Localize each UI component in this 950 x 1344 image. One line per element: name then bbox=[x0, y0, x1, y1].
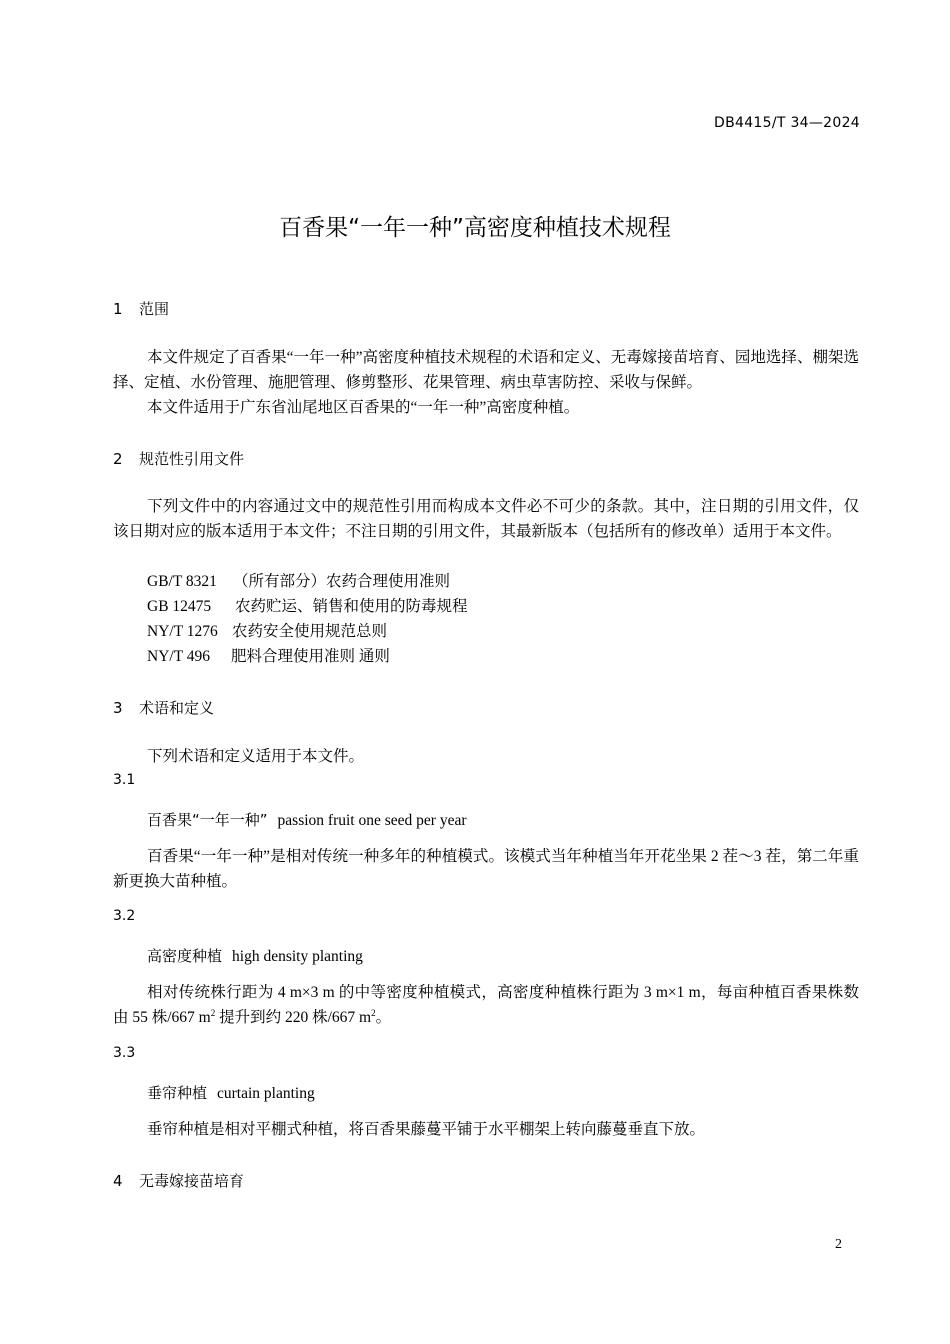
section-number: 2 bbox=[113, 450, 123, 468]
scope-paragraph-2: 本文件适用于广东省汕尾地区百香果的“一年一种”高密度种植。 bbox=[147, 399, 580, 416]
term-en: passion fruit one seed per year bbox=[277, 812, 467, 829]
term-cn: 高密度种植 bbox=[147, 947, 223, 965]
term-entry bbox=[147, 945, 363, 966]
term-en: high density planting bbox=[232, 948, 363, 965]
reference-code: NY/T 1276 bbox=[147, 623, 218, 640]
reference-code: GB 12475 bbox=[147, 598, 212, 615]
section-heading-scope bbox=[113, 298, 169, 319]
reference-title: （所有部分）农药合理使用准则 bbox=[233, 573, 451, 590]
reference-item bbox=[147, 594, 468, 619]
term-definition: 垂帘种植是相对平棚式种植，将百香果藤蔓平铺于水平棚架上转向藤蔓垂直下放。 bbox=[147, 1121, 706, 1138]
section-heading-terms bbox=[113, 697, 214, 718]
reference-title: 农药贮运、销售和使用的防毒规程 bbox=[235, 598, 468, 615]
section-heading-normative bbox=[113, 448, 244, 469]
page-number: 2 bbox=[835, 1237, 842, 1252]
term-definition bbox=[113, 980, 859, 1030]
term-cn: 百香果“一年一种” bbox=[147, 811, 268, 829]
definition-text: 相对传统株行距为 4 m×3 m 的中等密度种植模式，高密度种植株行距为 3 m×1 m，每亩种植百香果株数由 55 株/667 m bbox=[113, 984, 859, 1026]
term-en: curtain planting bbox=[217, 1085, 315, 1102]
standard-code: DB4415/T 34—2024 bbox=[714, 115, 860, 131]
section-number: 1 bbox=[113, 300, 123, 318]
reference-code: NY/T 496 bbox=[147, 648, 211, 665]
section-title: 规范性引用文件 bbox=[139, 450, 245, 468]
clause-number: 3.3 bbox=[113, 1045, 136, 1061]
section-title: 术语和定义 bbox=[139, 699, 215, 717]
term-definition: 百香果“一年一种”是相对传统一种多年的种植模式。该模式当年种植当年开花坐果 2 茬～3 茬，第二年重新更换大苗种植。 bbox=[113, 848, 859, 890]
reference-item bbox=[147, 619, 387, 644]
superscript: 2 bbox=[371, 1007, 376, 1018]
normative-intro: 下列文件中的内容通过文中的规范性引用而构成本文件必不可少的条款。其中，注日期的引用文件，仅该日期对应的版本适用于本文件；不注日期的引用文件，其最新版本（包括所有的修改单）适用于本文件。 bbox=[113, 498, 859, 540]
scope-paragraph-1: 本文件规定了百香果“一年一种”高密度种植技术规程的术语和定义、无毒嫁接苗培育、园地选择、棚架选择、定植、水份管理、施肥管理、修剪整形、花果管理、病虫草害防控、采收与保鲜。 bbox=[113, 349, 859, 391]
section-title: 无毒嫁接苗培育 bbox=[139, 1172, 245, 1190]
terms-intro: 下列术语和定义适用于本文件。 bbox=[147, 748, 365, 765]
document-title: 百香果“一年一种”高密度种植技术规程 bbox=[279, 215, 671, 241]
reference-title: 肥料合理使用准则 通则 bbox=[231, 648, 390, 665]
section-number: 4 bbox=[113, 1172, 123, 1190]
reference-item bbox=[147, 569, 450, 594]
term-entry bbox=[147, 1082, 315, 1103]
superscript: 2 bbox=[210, 1007, 216, 1018]
reference-title: 农药安全使用规范总则 bbox=[232, 623, 388, 640]
clause-number: 3.2 bbox=[113, 908, 136, 924]
definition-text: 。 bbox=[375, 1009, 392, 1026]
clause-number: 3.1 bbox=[113, 772, 136, 788]
section-title: 范围 bbox=[139, 300, 170, 318]
reference-code: GB/T 8321 bbox=[147, 573, 217, 590]
term-entry bbox=[147, 809, 467, 830]
section-number: 3 bbox=[113, 699, 123, 717]
section-heading-seedlings bbox=[113, 1170, 244, 1191]
term-cn: 垂帘种植 bbox=[147, 1084, 208, 1102]
reference-item bbox=[147, 644, 390, 669]
definition-text: 提升到约 220 株/667 m bbox=[215, 1009, 372, 1026]
